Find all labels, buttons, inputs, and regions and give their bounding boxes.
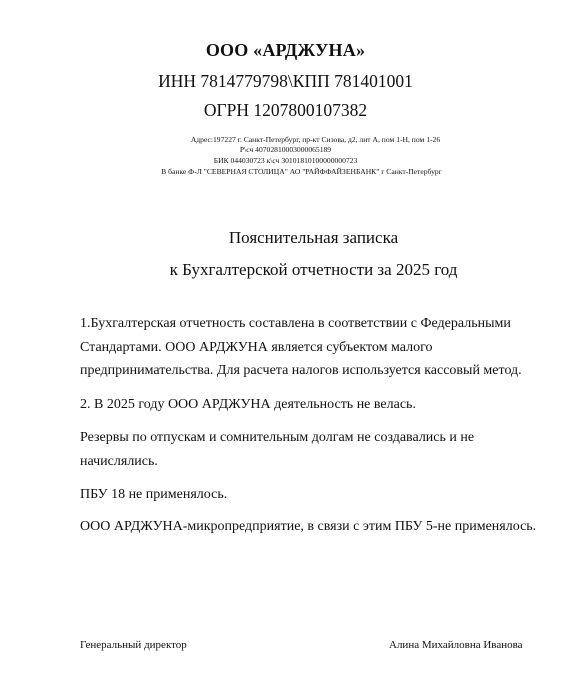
paragraph-4: ПБУ 18 не применялось. — [80, 487, 228, 502]
paragraph-3-line-1: Резервы по отпускам и сомнительным долгам не создавались и не — [80, 430, 475, 445]
paragraph-1-line-3: предпринимательства. Для расчета налогов используется кассовый метод. — [80, 363, 522, 378]
signatory-name: Алина Михайловна Иванова — [389, 639, 523, 651]
company-address: Адрес:197227 г. Санкт-Петербург, пр-кт Сизова, д2, лит А, пом 1-Н, пом 1-26 — [190, 135, 441, 144]
bank-account: Р\сч 40702810003000065189 — [239, 145, 332, 154]
paragraph-2: 2. В 2025 году ООО АРДЖУНА деятельность не велась. — [80, 397, 416, 412]
bank-name: В банке Ф-Л "СЕВЕРНАЯ СТОЛИЦА" АО "РАЙФФАЙЗЕНБАНК" г Санкт-Петербург — [161, 167, 442, 176]
paragraph-5: ООО АРДЖУНА-микропредприятие, в связи с этим ПБУ 5-не применялось. — [80, 519, 537, 534]
inn-kpp: ИНН 7814779798\КПП 781401001 — [158, 71, 413, 91]
paragraph-1-line-1: 1.Бухгалтерская отчетность составлена в соответствии с Федеральными — [80, 316, 511, 331]
bank-bik: БИК 044030723 к\сч 30101810100000000723 — [213, 156, 358, 165]
company-name: ООО «АРДЖУНА» — [205, 40, 366, 60]
paragraph-1-line-2: Стандартами. ООО АРДЖУНА является субъектом малого — [80, 340, 433, 355]
ogrn: ОГРН 1207800107382 — [203, 100, 368, 120]
document-title: Пояснительная записка — [228, 228, 399, 247]
document-subtitle: к Бухгалтерской отчетности за 2025 год — [169, 260, 458, 279]
signatory-position: Генеральный директор — [80, 639, 187, 651]
paragraph-3-line-2: начислялись. — [80, 454, 158, 469]
